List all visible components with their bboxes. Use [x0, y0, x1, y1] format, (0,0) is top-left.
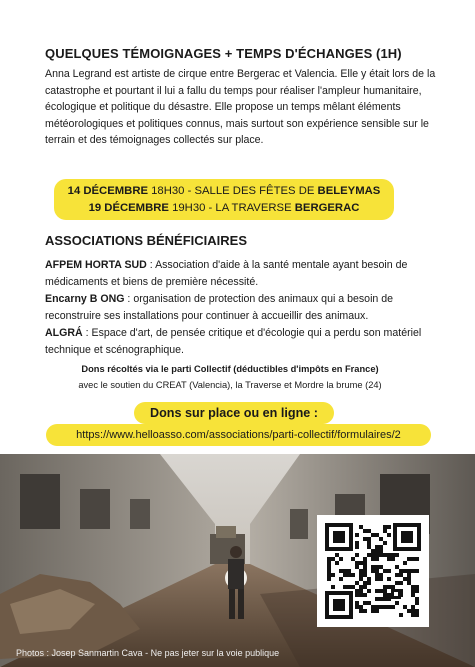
event-detail: 18H30 - SALLE DES FÊTES DE — [148, 185, 318, 197]
support-note: avec le soutien du CREAT (Valencia), la Traverse et Mordre la brume (24) — [78, 380, 382, 390]
testimonies-heading: QUELQUES TÉMOIGNAGES + TEMPS D'ÉCHANGES (1H) — [45, 46, 402, 61]
associations-list — [45, 257, 440, 360]
association-text: : organisation de protection des animaux qui a besoin de reconstruire ses installations pour continuer à accueillir des animaux. — [45, 293, 394, 323]
donation-note: Dons récoltés via le parti Collectif (déductibles d'impôts en France) — [81, 364, 379, 374]
association-item — [45, 325, 440, 359]
intro-paragraph: Anna Legrand est artiste de cirque entre Bergerac et Valencia. Elle y était lors de la catastrophe et pourtant il lui a fallu du temps pour réaliser l'ampleur humanitaire, écologique et politique du désastre. Elle propose un temps mêlant éléments météorologiques et politiques connus, mais surtout son expérience sensible sur le terrain et des témoignages collectés sur place. — [45, 68, 436, 147]
photo-caption: Photos : Josep Sanmartin Cava - Ne pas jeter sur la voie publique — [16, 648, 280, 658]
associations-heading: ASSOCIATIONS BÉNÉFICIAIRES — [45, 233, 248, 248]
qr-code-graphic — [317, 515, 429, 627]
event-date-row — [54, 200, 394, 217]
association-name: Encarny B ONG — [45, 293, 125, 306]
association-text: : Association d'aide à la santé mentale ayant besoin de médicaments et biens de première nécessité. — [45, 259, 408, 289]
association-text: : Espace d'art, de pensée critique et d'écologie qui a perdu son matériel technique et scénographique. — [45, 327, 422, 357]
association-name: ALGRÁ — [45, 327, 83, 340]
association-name: AFPEM HORTA SUD — [45, 259, 147, 271]
event-place: BERGERAC — [294, 202, 360, 214]
donations-label: Dons sur place ou en ligne : — [134, 402, 334, 424]
event-date: 19 DÉCEMBRE — [88, 202, 169, 214]
association-item — [45, 291, 440, 325]
event-place: BELEYMAS — [317, 185, 381, 197]
event-detail: 19H30 - LA TRAVERSE — [168, 202, 295, 214]
donation-link[interactable]: https://www.helloasso.com/associations/parti-collectif/formulaires/2 — [46, 424, 431, 446]
event-date: 14 DÉCEMBRE — [67, 185, 149, 197]
qr-code[interactable] — [317, 515, 429, 627]
association-item — [45, 257, 440, 291]
event-dates-box — [54, 179, 394, 220]
event-date-row — [54, 183, 394, 200]
